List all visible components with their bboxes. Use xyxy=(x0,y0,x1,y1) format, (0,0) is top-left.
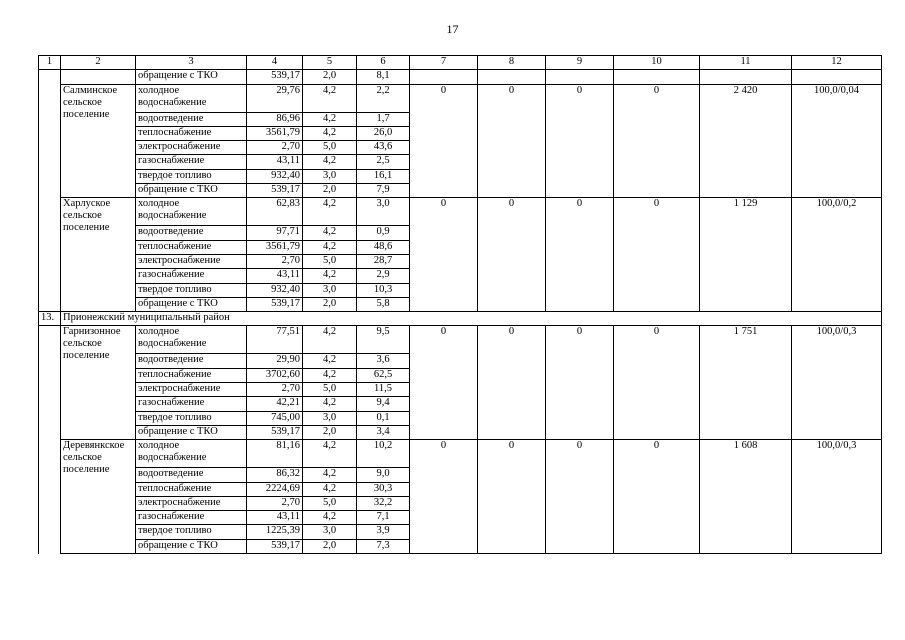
value-cell: 9,0 xyxy=(357,468,410,482)
col1-cell xyxy=(39,70,61,84)
value-cell: 4,2 xyxy=(303,511,357,525)
value-cell: 2,0 xyxy=(303,539,357,553)
value-cell: 3561,79 xyxy=(247,240,303,254)
value-cell: 28,7 xyxy=(357,254,410,268)
value-cell: 2 420 xyxy=(700,84,792,198)
section-title: Прионежский муниципальный район xyxy=(61,312,882,326)
value-cell: 32,2 xyxy=(357,496,410,510)
value-cell: 29,76 xyxy=(247,84,303,112)
service-cell: обращение с ТКО xyxy=(136,425,247,439)
value-cell: 2,9 xyxy=(357,269,410,283)
value-cell: 4,2 xyxy=(303,240,357,254)
value-cell: 0 xyxy=(546,440,614,554)
value-cell: 4,2 xyxy=(303,226,357,240)
value-cell: 10,2 xyxy=(357,440,410,468)
value-cell: 2,2 xyxy=(357,84,410,112)
value-cell: 3,4 xyxy=(357,425,410,439)
value-cell: 3,9 xyxy=(357,525,410,539)
value-cell: 7,3 xyxy=(357,539,410,553)
tariff-table xyxy=(38,55,882,554)
service-cell: теплоснабжение xyxy=(136,368,247,382)
value-cell: 0 xyxy=(410,326,478,440)
value-cell: 26,0 xyxy=(357,126,410,140)
value-cell: 4,2 xyxy=(303,269,357,283)
service-cell: теплоснабжение xyxy=(136,126,247,140)
value-cell: 3,0 xyxy=(303,525,357,539)
value-cell: 7,1 xyxy=(357,511,410,525)
service-cell: обращение с ТКО xyxy=(136,297,247,311)
value-cell: 4,2 xyxy=(303,112,357,126)
service-cell: обращение с ТКО xyxy=(136,539,247,553)
empty-cell xyxy=(614,70,700,84)
value-cell: 0 xyxy=(546,326,614,440)
empty-cell xyxy=(792,70,882,84)
value-cell: 3,0 xyxy=(303,169,357,183)
value-cell: 0 xyxy=(614,84,700,198)
value-cell: 4,2 xyxy=(303,326,357,354)
value-cell: 0 xyxy=(546,84,614,198)
service-cell: водоотведение xyxy=(136,226,247,240)
page-number: 17 xyxy=(446,22,459,36)
value-cell: 3,0 xyxy=(357,198,410,226)
value-cell: 4,2 xyxy=(303,397,357,411)
value-cell: 0 xyxy=(410,198,478,312)
service-cell: твердое топливо xyxy=(136,411,247,425)
value-cell: 4,2 xyxy=(303,126,357,140)
value-cell: 10,3 xyxy=(357,283,410,297)
value-cell: 97,71 xyxy=(247,226,303,240)
value-cell: 86,96 xyxy=(247,112,303,126)
section-row xyxy=(39,312,882,326)
value-cell: 100,0/0,3 xyxy=(792,440,882,554)
value-cell: 1 608 xyxy=(700,440,792,554)
value-cell: 100,0/0,04 xyxy=(792,84,882,198)
value-cell: 48,6 xyxy=(357,240,410,254)
service-cell: теплоснабжение xyxy=(136,240,247,254)
value-cell: 2,0 xyxy=(303,425,357,439)
service-cell: газоснабжение xyxy=(136,155,247,169)
value-cell: 7,9 xyxy=(357,184,410,198)
value-cell: 100,0/0,2 xyxy=(792,198,882,312)
value-cell: 539,17 xyxy=(247,539,303,553)
value-cell: 2,70 xyxy=(247,383,303,397)
value-cell: 43,6 xyxy=(357,141,410,155)
service-cell: водоотведение xyxy=(136,468,247,482)
service-cell: газоснабжение xyxy=(136,397,247,411)
value-cell: 539,17 xyxy=(247,297,303,311)
header-cell-7: 7 xyxy=(410,56,478,70)
settlement-name-cell: Харлуское сельское поселение xyxy=(61,198,136,312)
service-cell: твердое топливо xyxy=(136,283,247,297)
value-cell: 539,17 xyxy=(247,184,303,198)
service-cell: электроснабжение xyxy=(136,254,247,268)
value-cell: 2224,69 xyxy=(247,482,303,496)
value-cell: 539,17 xyxy=(247,70,303,84)
value-cell: 0 xyxy=(614,198,700,312)
service-cell: холодное водоснабжение xyxy=(136,84,247,112)
value-cell: 4,2 xyxy=(303,440,357,468)
value-cell: 5,0 xyxy=(303,496,357,510)
value-cell: 4,2 xyxy=(303,368,357,382)
value-cell: 3,0 xyxy=(303,283,357,297)
value-cell: 9,5 xyxy=(357,326,410,354)
value-cell: 2,70 xyxy=(247,141,303,155)
value-cell: 0 xyxy=(478,326,546,440)
value-cell: 539,17 xyxy=(247,425,303,439)
service-cell: электроснабжение xyxy=(136,383,247,397)
empty-cell xyxy=(700,70,792,84)
header-cell-1: 1 xyxy=(39,56,61,70)
value-cell: 5,0 xyxy=(303,254,357,268)
settlement-cell xyxy=(61,70,136,84)
table-row xyxy=(39,84,882,112)
value-cell: 4,2 xyxy=(303,198,357,226)
service-cell: водоотведение xyxy=(136,354,247,368)
value-cell: 0 xyxy=(410,440,478,554)
value-cell: 16,1 xyxy=(357,169,410,183)
col1-cell xyxy=(39,198,61,312)
value-cell: 5,0 xyxy=(303,141,357,155)
value-cell: 2,70 xyxy=(247,254,303,268)
section-number: 13. xyxy=(39,312,61,326)
service-cell: холодное водоснабжение xyxy=(136,326,247,354)
table-row xyxy=(39,198,882,226)
header-row xyxy=(39,56,882,70)
header-cell-9: 9 xyxy=(546,56,614,70)
value-cell: 11,5 xyxy=(357,383,410,397)
value-cell: 86,32 xyxy=(247,468,303,482)
value-cell: 2,0 xyxy=(303,70,357,84)
value-cell: 9,4 xyxy=(357,397,410,411)
value-cell: 5,0 xyxy=(303,383,357,397)
value-cell: 77,51 xyxy=(247,326,303,354)
empty-cell xyxy=(546,70,614,84)
value-cell: 0 xyxy=(478,440,546,554)
value-cell: 4,2 xyxy=(303,468,357,482)
header-cell-10: 10 xyxy=(614,56,700,70)
header-cell-5: 5 xyxy=(303,56,357,70)
value-cell: 1 129 xyxy=(700,198,792,312)
value-cell: 29,90 xyxy=(247,354,303,368)
value-cell: 745,00 xyxy=(247,411,303,425)
empty-cell xyxy=(410,70,478,84)
header-cell-3: 3 xyxy=(136,56,247,70)
value-cell: 3,6 xyxy=(357,354,410,368)
service-cell: твердое топливо xyxy=(136,169,247,183)
value-cell: 4,2 xyxy=(303,354,357,368)
value-cell: 932,40 xyxy=(247,169,303,183)
value-cell: 43,11 xyxy=(247,155,303,169)
value-cell: 4,2 xyxy=(303,84,357,112)
service-cell: теплоснабжение xyxy=(136,482,247,496)
col1-cell xyxy=(39,84,61,198)
table-row xyxy=(39,70,882,84)
empty-cell xyxy=(478,70,546,84)
value-cell: 0 xyxy=(614,326,700,440)
value-cell: 0,1 xyxy=(357,411,410,425)
value-cell: 0 xyxy=(478,84,546,198)
service-cell: водоотведение xyxy=(136,112,247,126)
header-cell-2: 2 xyxy=(61,56,136,70)
value-cell: 4,2 xyxy=(303,155,357,169)
value-cell: 5,8 xyxy=(357,297,410,311)
service-cell: газоснабжение xyxy=(136,511,247,525)
value-cell: 3,0 xyxy=(303,411,357,425)
header-cell-11: 11 xyxy=(700,56,792,70)
table-row xyxy=(39,440,882,468)
value-cell: 0 xyxy=(546,198,614,312)
value-cell: 30,3 xyxy=(357,482,410,496)
header-cell-6: 6 xyxy=(357,56,410,70)
value-cell: 932,40 xyxy=(247,283,303,297)
service-cell: твердое топливо xyxy=(136,525,247,539)
value-cell: 2,0 xyxy=(303,297,357,311)
service-cell: обращение с ТКО xyxy=(136,184,247,198)
col1-cell xyxy=(39,440,61,554)
value-cell: 62,5 xyxy=(357,368,410,382)
service-cell: электроснабжение xyxy=(136,496,247,510)
header-cell-8: 8 xyxy=(478,56,546,70)
settlement-name-cell: Салминское сельское поселение xyxy=(61,84,136,198)
table-row xyxy=(39,326,882,354)
service-cell: холодное водоснабжение xyxy=(136,440,247,468)
value-cell: 0 xyxy=(410,84,478,198)
value-cell: 1,7 xyxy=(357,112,410,126)
service-cell: обращение с ТКО xyxy=(136,70,247,84)
value-cell: 0,9 xyxy=(357,226,410,240)
service-cell: газоснабжение xyxy=(136,269,247,283)
settlement-name-cell: Деревянкское сельское поселение xyxy=(61,440,136,554)
value-cell: 81,16 xyxy=(247,440,303,468)
value-cell: 62,83 xyxy=(247,198,303,226)
service-cell: электроснабжение xyxy=(136,141,247,155)
service-cell: холодное водоснабжение xyxy=(136,198,247,226)
value-cell: 3561,79 xyxy=(247,126,303,140)
value-cell: 4,2 xyxy=(303,482,357,496)
header-cell-4: 4 xyxy=(247,56,303,70)
settlement-name-cell: Гарнизонное сельское поселение xyxy=(61,326,136,440)
value-cell: 2,70 xyxy=(247,496,303,510)
value-cell: 1 751 xyxy=(700,326,792,440)
value-cell: 43,11 xyxy=(247,511,303,525)
value-cell: 100,0/0,3 xyxy=(792,326,882,440)
value-cell: 2,0 xyxy=(303,184,357,198)
value-cell: 42,21 xyxy=(247,397,303,411)
value-cell: 0 xyxy=(614,440,700,554)
value-cell: 3702,60 xyxy=(247,368,303,382)
value-cell: 0 xyxy=(478,198,546,312)
value-cell: 1225,39 xyxy=(247,525,303,539)
col1-cell xyxy=(39,326,61,440)
value-cell: 43,11 xyxy=(247,269,303,283)
value-cell: 8,1 xyxy=(357,70,410,84)
header-cell-12: 12 xyxy=(792,56,882,70)
value-cell: 2,5 xyxy=(357,155,410,169)
